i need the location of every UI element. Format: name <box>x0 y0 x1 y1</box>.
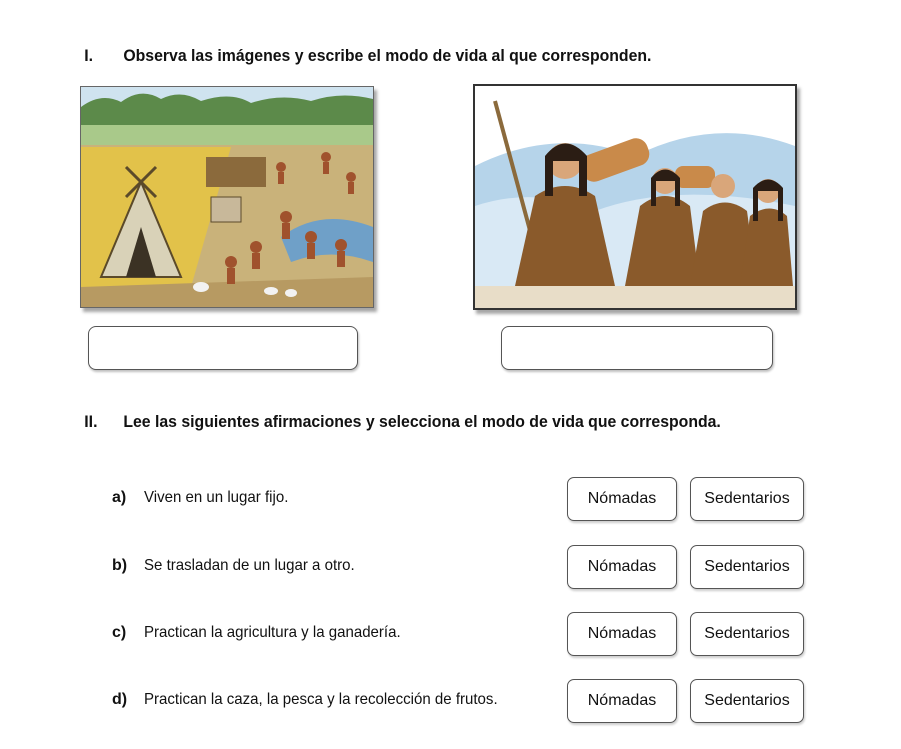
section-1-instruction: Observa las imágenes y escribe el modo de vida al que corresponden. <box>123 46 652 65</box>
statement-letter: d) <box>112 691 128 708</box>
nomadic-group-illustration <box>473 84 797 310</box>
statement-text: Practican la agricultura y la ganadería. <box>144 624 401 641</box>
statement-letter: a) <box>112 489 127 506</box>
statement-text: Viven en un lugar fijo. <box>144 489 289 506</box>
option-nomadas-button[interactable]: Nómadas <box>567 679 677 723</box>
section-1-heading <box>84 46 652 66</box>
option-sedentarios-button[interactable]: Sedentarios <box>690 545 804 589</box>
answer-input-image-1[interactable] <box>88 326 358 370</box>
sedentary-village-illustration <box>80 86 374 308</box>
statement-row-a <box>112 477 812 521</box>
section-2-heading <box>84 412 721 432</box>
option-sedentarios-button[interactable]: Sedentarios <box>690 679 804 723</box>
statement-row-b <box>112 545 812 589</box>
option-nomadas-button[interactable]: Nómadas <box>567 477 677 521</box>
option-nomadas-button[interactable]: Nómadas <box>567 545 677 589</box>
section-2-number: II. <box>84 412 98 431</box>
section-2-instruction: Lee las siguientes afirmaciones y selecciona el modo de vida que corresponda. <box>123 412 721 431</box>
statement-letter: c) <box>112 624 127 641</box>
answer-input-image-2[interactable] <box>501 326 773 370</box>
section-1-number: I. <box>84 46 94 65</box>
statement-letter: b) <box>112 557 128 574</box>
statement-text: Se trasladan de un lugar a otro. <box>144 557 355 574</box>
statement-row-c <box>112 612 812 656</box>
option-sedentarios-button[interactable]: Sedentarios <box>690 477 804 521</box>
statement-row-d <box>112 679 812 723</box>
option-nomadas-button[interactable]: Nómadas <box>567 612 677 656</box>
statement-text: Practican la caza, la pesca y la recolección de frutos. <box>144 691 498 708</box>
option-sedentarios-button[interactable]: Sedentarios <box>690 612 804 656</box>
